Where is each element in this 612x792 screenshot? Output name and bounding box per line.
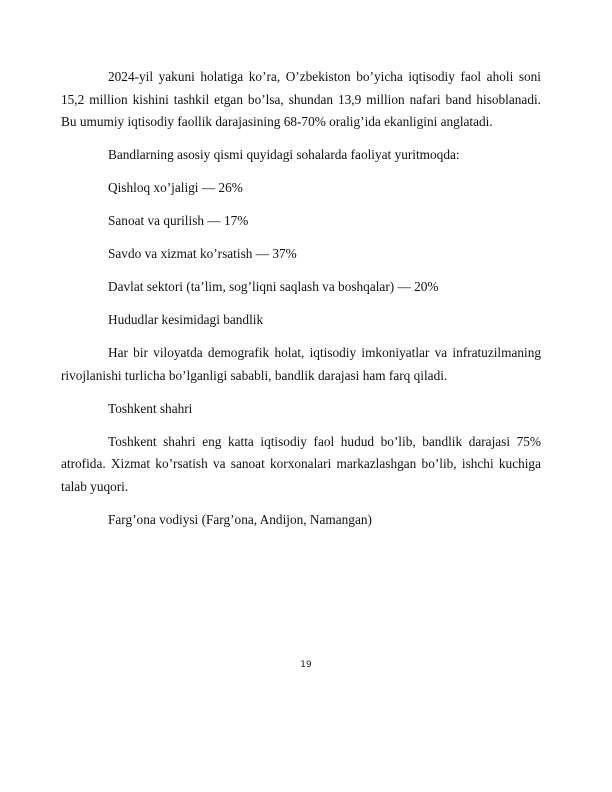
paragraph-sector-public: Davlat sektori (ta’lim, sog’liqni saqlash va boshqalar) — 20% — [108, 279, 439, 295]
paragraph-sector-industry: Sanoat va qurilish — 17% — [108, 213, 249, 229]
paragraph-tashkent-city: Toshkent shahri eng katta iqtisodiy faol hudud bo’lib, bandlik darajasi 75% atrofida. Xizmat ko’rsatish va sanoat korxonalari markazlashgan bo’lib, ishchi kuchiga talab yuqori. — [61, 433, 541, 494]
paragraph-sector-trade-services: Savdo va xizmat ko’rsatish — 37% — [108, 246, 297, 262]
heading-regional-employment: Hududlar kesimidagi bandlik — [108, 312, 264, 328]
heading-fergana-valley: Farg’ona vodiysi (Farg’ona, Andijon, Namangan) — [108, 511, 372, 527]
heading-tashkent-city: Toshkent shahri — [108, 400, 193, 416]
paragraph-labor-force-summary: 2024-yil yakuni holatiga ko’ra, O’zbekiston bo’yicha iqtisodiy faol aholi soni 15,2 million kishini tashkil etgan bo’lsa, shundan 13,9 million nafari band hisoblanadi. Bu umumiy iqtisodiy faollik darajasining 68-70% oralig’ida ekanligini anglatadi. — [61, 69, 541, 130]
paragraph-regional-differences: Har bir viloyatda demografik holat, iqtisodiy imkoniyatlar va infratuzilmaning rivojlanishi turlicha bo’lganligi sababli, bandlik darajasi ham farq qiladi. — [61, 345, 541, 383]
paragraph-sector-agriculture: Qishloq xo’jaligi — 26% — [108, 180, 243, 196]
document-page — [61, 66, 541, 531]
paragraph-sectors-intro: Bandlarning asosiy qismi quyidagi sohalarda faoliyat yuritmoqda: — [108, 147, 460, 163]
page-number: 19 — [300, 660, 312, 670]
